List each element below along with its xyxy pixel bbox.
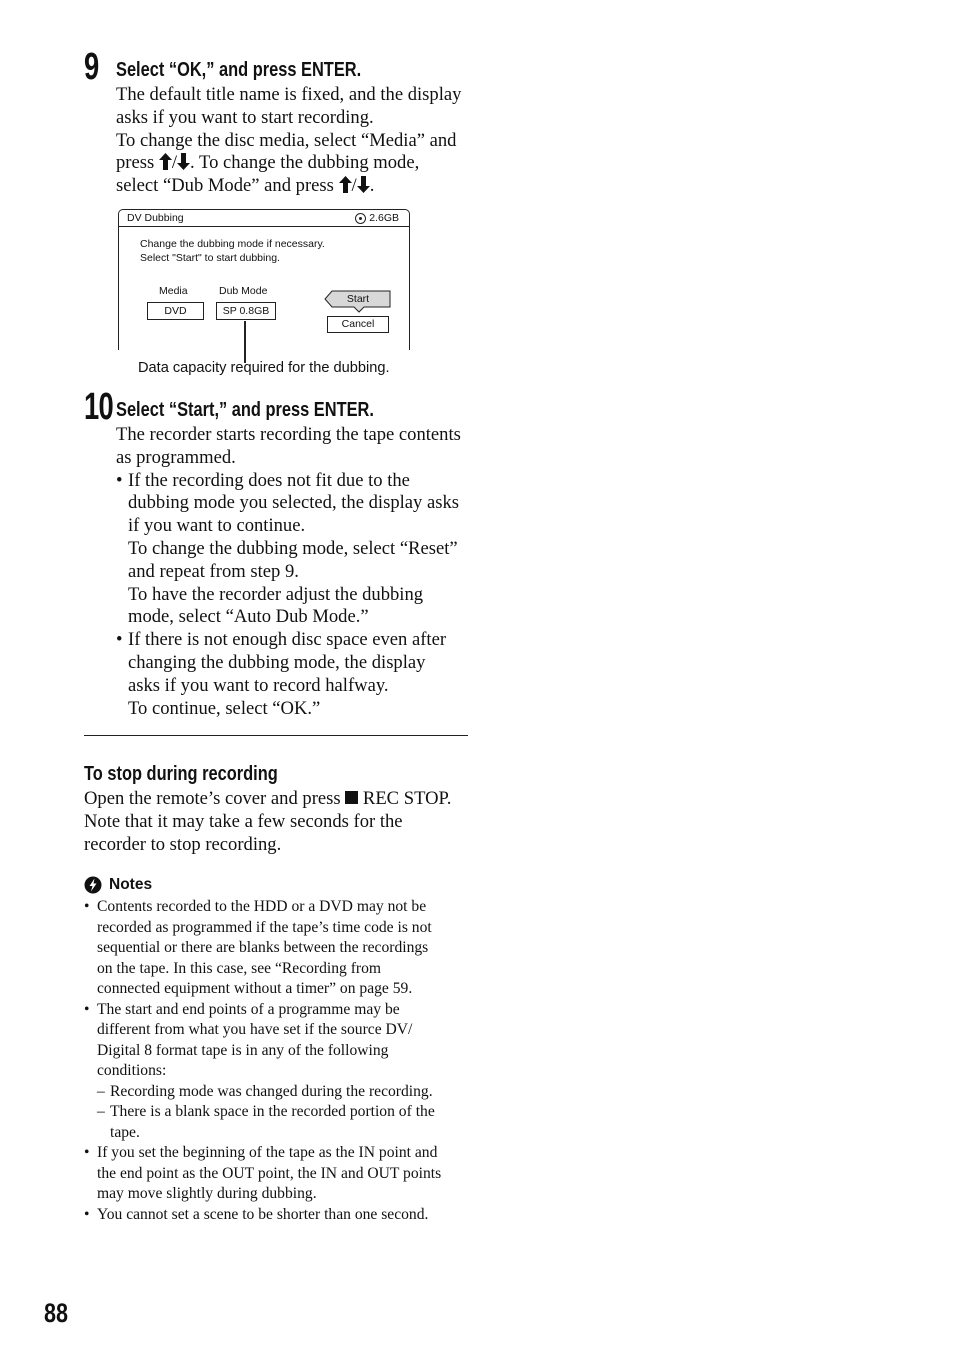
stop-text: REC STOP. [358,788,452,809]
screen-message-line: Select "Start" to start dubbing. [140,252,280,264]
screen-divider [119,226,409,227]
down-arrow-icon [177,153,190,170]
stop-text: Open the remote’s cover and press [84,788,346,809]
up-arrow-icon [339,176,352,193]
note-line: conditions: [97,1062,167,1079]
stop-heading: To stop during recording [84,763,278,785]
note-item: • You cannot set a scene to be shorter than one second. [84,1205,441,1226]
note-line: If you set the beginning of the tape as the IN point and [97,1144,438,1161]
step-9-text: press [116,152,159,174]
step-9-heading: Select “OK,” and press ENTER. [116,59,362,81]
step-9-text: . To change the dubbing mode, [190,152,420,174]
section-divider [84,735,468,736]
note-subitem: – There is a blank space in the recorded portion of the tape. [84,1102,441,1143]
step-10-bullet: • If there is not enough disc space even after changing the dubbing mode, the display asks if you want to record halfway. To continue, select “OK.” [116,629,461,720]
stop-square-icon [345,791,358,804]
note-line: on the tape. In this case, see “Recording from [97,959,382,977]
media-field[interactable]: DVD [147,302,204,320]
callout-line [244,321,246,363]
step-10-heading: Select “Start,” and press ENTER. [116,399,374,421]
step-number-10: 10 [84,386,114,428]
step-10-line: The recorder starts recording the tape contents [116,424,461,445]
step-10-body [116,424,461,720]
note-item: • The start and end points of a programme may be different from what you have set if the source DV/ Digital 8 format tape is in any of the following conditions: [84,1000,441,1082]
step-9-line: asks if you want to start recording. [116,106,374,128]
note-line: Recording mode was changed during the recording. [110,1082,433,1100]
note-line: connected equipment without a timer” on page 59. [97,980,413,997]
note-line: may move slightly during dubbing. [97,1185,317,1202]
dub-mode-field[interactable]: SP 0.8GB [216,302,276,320]
step-9-body [116,84,461,198]
media-label: Media [159,285,188,297]
note-line: the end point as the OUT point, the IN and OUT points [97,1164,442,1182]
step-9-line: press / . To change the dubbing mode, [116,152,420,174]
bullet-line: To change the dubbing mode, select “Reset” [128,537,458,559]
step-9-text: . [369,175,375,197]
note-item: • Contents recorded to the HDD or a DVD may not be recorded as programmed if the tape’s time code is not sequential or there are blanks between the recordings on the tape. In this case, see “Recording from connected equipment without a timer” on page 59. [84,897,441,1000]
cancel-button[interactable]: Cancel [327,316,389,333]
note-subitem: – Recording mode was changed during the recording. [84,1082,441,1103]
screen-message-line: Change the dubbing mode if necessary. [140,238,325,250]
note-line: There is a blank space in the recorded portion of the [110,1103,435,1120]
note-line: different from what you have set if the source DV/ [97,1021,413,1038]
step-9-line: select “Dub Mode” and press / . [116,175,375,197]
disc-capacity [355,212,399,224]
note-line: sequential or there are blanks between the recordings [97,939,429,956]
bullet-line: if you want to continue. [128,515,306,537]
stop-line [84,788,451,811]
bullet-line: If the recording does not fit due to the [128,469,410,491]
page-number: 88 [44,1298,69,1328]
bullet-line: To continue, select “OK.” [128,697,321,719]
bullet-line: To have the recorder adjust the dubbing [128,583,424,605]
disc-icon [355,213,366,224]
note-item: • If you set the beginning of the tape as the IN point and the end point as the OUT point, the IN and OUT points may move slightly during dubbing. [84,1143,441,1205]
up-arrow-icon [159,153,172,170]
note-line: Contents recorded to the HDD or a DVD may not be [97,898,427,915]
step-10-bullet: • If the recording does not fit due to the dubbing mode you selected, the display asks if you want to continue. To change the dubbing mode, select “Reset” and repeat from step 9. To have the recorder adjust the dubbing mode, select “Auto Dub Mode.” [116,469,460,628]
bullet-line: asks if you want to record halfway. [128,674,389,696]
dub-mode-label: Dub Mode [219,285,268,297]
note-line: Digital 8 format tape is in any of the following [97,1041,389,1059]
notes-list [84,897,441,1225]
dv-dubbing-screen [118,209,410,350]
bullet-line: and repeat from step 9. [128,560,299,582]
bullet-line: dubbing mode you selected, the display asks [128,492,460,514]
note-line: You cannot set a scene to be shorter than one second. [97,1205,429,1223]
step-10-line: as programmed. [116,446,236,468]
note-line: recorded as programmed if the tape’s time code is not [97,918,432,936]
stop-body [84,788,451,856]
bullet-line: changing the dubbing mode, the display [128,651,426,673]
note-line: tape. [110,1123,140,1141]
bullet-line: If there is not enough disc space even after [128,629,447,651]
down-arrow-icon [357,176,370,193]
stop-line: Note that it may take a few seconds for the [84,810,403,832]
note-line: The start and end points of a programme may be [97,1000,400,1018]
screen-message [140,237,325,265]
stop-line: recorder to stop recording. [84,833,282,855]
step-9-line: The default title name is fixed, and the display [116,84,462,105]
notes-header [84,876,152,894]
step-9-line: To change the disc media, select “Media” and [116,129,457,151]
notes-icon [84,876,102,894]
screen-title: DV Dubbing [127,212,184,224]
start-button[interactable]: Start [346,293,370,305]
notes-heading: Notes [109,876,153,893]
capacity-value: 2.6GB [369,212,399,224]
step-9-text: select “Dub Mode” and press [116,175,339,197]
step-number-9: 9 [84,46,99,88]
bullet-line: mode, select “Auto Dub Mode.” [128,606,369,628]
callout-text: Data capacity required for the dubbing. [138,360,390,376]
